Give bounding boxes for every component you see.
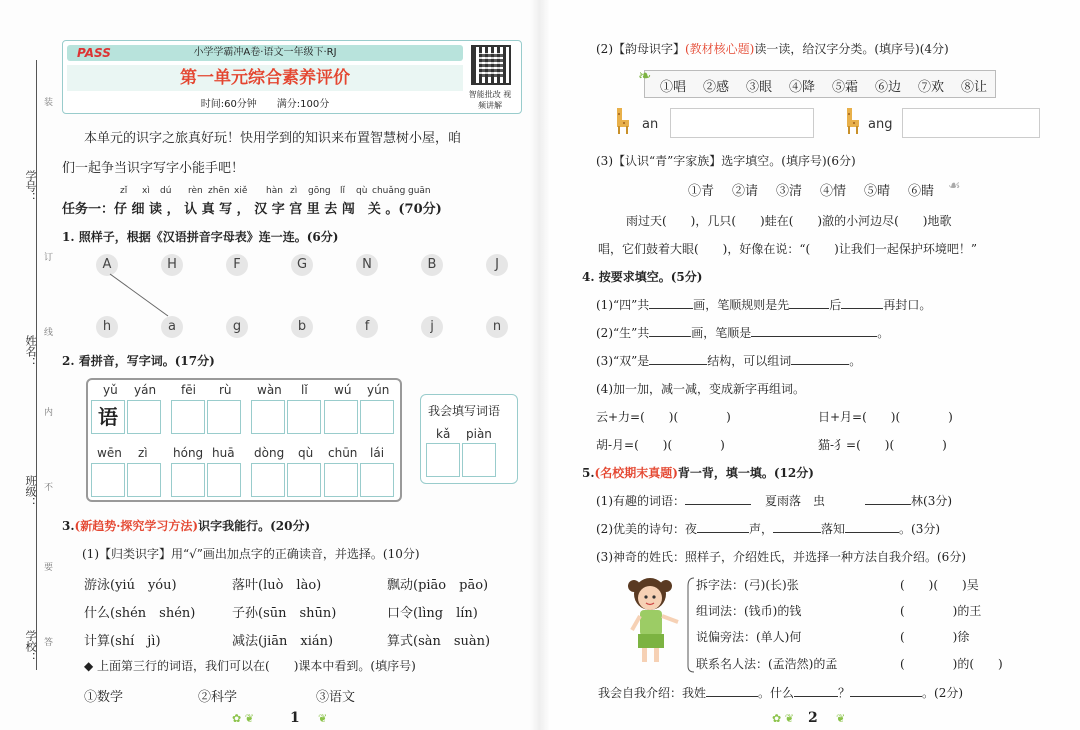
pinyin: wú — [334, 383, 352, 397]
q4-title: 4. 按要求填空。(5分) — [582, 270, 703, 284]
p2q3-title: (3)【认识“青”字家族】选字填空。(填序号)(6分) — [596, 154, 856, 168]
q3-note: ◆ 上面第三行的词语，我们可以在( )课本中看到。(填序号) — [84, 659, 416, 673]
answer-blank[interactable] — [751, 325, 877, 337]
leaf-icon: ❧ — [638, 66, 652, 85]
binding-tick: 装 — [44, 98, 54, 108]
giraffe-icon — [844, 106, 862, 134]
q4-eq-3 — [596, 436, 725, 453]
char-option[interactable]: ⑤霜 — [832, 80, 859, 95]
q4-line-2 — [596, 324, 889, 341]
pinyin: fēi — [181, 383, 196, 397]
q3-title-text: 识字我能行。(20分) — [198, 519, 311, 533]
q4-text: 再封口。 — [883, 298, 932, 312]
q5-tag: (名校期末真题) — [594, 466, 678, 480]
page-2 — [540, 0, 1080, 730]
writing-cell[interactable] — [171, 400, 205, 434]
q2-title: 2. 看拼音，写字词。(17分) — [62, 354, 215, 368]
eq-text: ) — [672, 438, 725, 452]
pinyin: lǐ — [340, 186, 346, 196]
pinyin: yǔ — [103, 383, 118, 397]
writing-cell[interactable] — [462, 443, 496, 477]
q3-tag: (新趋势·探究学习方法) — [74, 519, 199, 533]
page-number: 2 — [808, 710, 818, 726]
word-option[interactable]: 什么(shén shén) — [84, 606, 196, 621]
qr-caption: 智能批改 视频讲解 — [468, 90, 512, 110]
q4-eq-2 — [818, 408, 953, 425]
id-label: 学号： — [24, 170, 37, 203]
pinyin: kǎ — [436, 427, 451, 441]
q5-title — [582, 464, 814, 481]
q3-number: 3. — [62, 519, 75, 533]
letter-bubble[interactable]: B — [421, 254, 443, 276]
method-answer[interactable]: ( )的王 — [900, 604, 982, 618]
q4-text: 。 — [849, 354, 862, 368]
brand-logo: PASS — [77, 46, 111, 60]
pinyin: zì — [138, 446, 148, 460]
eq-text: )( — [866, 410, 901, 424]
answer-blank[interactable] — [649, 325, 691, 337]
letter-bubble[interactable]: f — [356, 316, 378, 338]
writing-cell[interactable] — [251, 400, 285, 434]
char-option[interactable]: ②请 — [732, 184, 759, 199]
pinyin: zì — [290, 186, 298, 196]
writing-cell[interactable] — [207, 463, 241, 497]
task1-title — [62, 198, 442, 217]
intro-text: 。什么 — [758, 686, 795, 700]
choice-option[interactable]: ②科学 — [198, 690, 238, 705]
q2-side-title: 我会填写词语 — [428, 404, 501, 418]
giraffe-icon — [614, 106, 632, 134]
pinyin: zhēn — [208, 186, 230, 196]
letter-bubble[interactable]: h — [96, 316, 118, 338]
word-option[interactable]: 算式(sàn suàn) — [387, 634, 491, 649]
p2q2-post: 读一读，给汉字分类。(填序号)(4分) — [754, 42, 949, 56]
writing-cell[interactable] — [426, 443, 460, 477]
binding-tick: 订 — [44, 253, 54, 263]
writing-cell[interactable] — [171, 463, 205, 497]
writing-cell[interactable] — [360, 400, 394, 434]
char-option[interactable]: ⑦欢 — [918, 80, 945, 95]
q4-text: 画，笔顺规则是先 — [693, 298, 790, 312]
char-option[interactable]: ⑧让 — [961, 80, 988, 95]
answer-blank[interactable] — [706, 685, 758, 697]
pinyin: hóng — [173, 446, 204, 460]
answer-blank[interactable] — [845, 521, 899, 533]
writing-cell[interactable] — [127, 463, 161, 497]
q3-sub1: (1)【归类识字】用“√”画出加点字的正确读音，并选择。(10分) — [82, 547, 420, 561]
char-option[interactable]: ⑥睛 — [908, 184, 935, 199]
method-example: 说偏旁法：(单人)何 — [696, 630, 802, 644]
pinyin: xì — [142, 186, 150, 196]
eq-text: 猫-犭=( — [818, 438, 861, 452]
pinyin: rèn — [188, 186, 203, 196]
writing-cell[interactable] — [324, 463, 358, 497]
q4-text: 画，笔顺是 — [691, 326, 752, 340]
writing-cell[interactable] — [251, 463, 285, 497]
pinyin: huā — [212, 446, 235, 460]
q5-title-text: 背一背，填一填。(12分) — [677, 466, 814, 480]
q5-text: 。(3分) — [899, 522, 941, 536]
answer-blank[interactable] — [685, 493, 751, 505]
intro-text: 我会自我介绍：我姓 — [598, 686, 707, 700]
letter-bubble[interactable]: g — [226, 316, 248, 338]
q5-text: (1)有趣的词语： — [596, 494, 685, 508]
writing-cell[interactable] — [207, 400, 241, 434]
letter-bubble[interactable]: N — [356, 254, 378, 276]
ribbon-icon: ☙ — [948, 178, 961, 194]
pinyin: yán — [134, 383, 157, 397]
method-example: 联系名人法：(孟浩然)的孟 — [696, 657, 838, 671]
char-option[interactable]: ⑥边 — [875, 80, 902, 95]
task1-score: (70分) — [398, 202, 442, 217]
char-option[interactable]: ①唱 — [660, 80, 687, 95]
pinyin: wēn — [97, 446, 122, 460]
q4-line-1 — [596, 296, 931, 313]
task1-text: 任务一：仔 细 读 ， 认 真 写 ， 汉 字 宫 里 去 闯 关 。 — [62, 202, 399, 217]
word-option[interactable]: 计算(shí jì) — [84, 634, 161, 649]
pinyin: chūn — [328, 446, 358, 460]
answer-blank[interactable] — [850, 685, 922, 697]
answer-blank[interactable] — [865, 493, 911, 505]
p2q2-title — [596, 40, 949, 57]
binding-tick: 线 — [44, 328, 54, 338]
q4-line-3 — [596, 352, 861, 369]
pinyin: qù — [298, 446, 314, 460]
letter-bubble[interactable]: F — [226, 254, 248, 276]
q5-text: (2)优美的诗句：夜 — [596, 522, 697, 536]
writing-cell[interactable] — [287, 463, 321, 497]
eq-text: 日+月=( — [818, 410, 867, 424]
answer-blank[interactable] — [697, 521, 749, 533]
q4-eq-4 — [818, 436, 947, 453]
p2q3-para-1: 雨过天( )，几只( )蛙在( )澈的小河边尽( )地歌 — [626, 214, 952, 228]
pinyin: rù — [219, 383, 232, 397]
page-fold — [530, 0, 550, 730]
char-option[interactable]: ②感 — [703, 80, 730, 95]
letter-bubble[interactable]: A — [96, 254, 118, 276]
intro-text: 。(2分) — [922, 686, 964, 700]
time-score: 时间:60分钟 满分:100分 — [200, 99, 330, 110]
q5-text: 林(3分) — [911, 494, 953, 508]
ang-answer-box[interactable] — [902, 108, 1040, 138]
method-example: 组词法：(钱币)的钱 — [696, 604, 802, 618]
rhyme-label-ang: ang — [868, 117, 893, 132]
pinyin: guān — [408, 186, 431, 196]
eq-text: )( — [638, 438, 673, 452]
q1-title: 1. 照样子，根据《汉语拼音字母表》连一连。(6分) — [62, 230, 339, 244]
p2q2-pre: (2)【韵母识字】 — [596, 42, 685, 56]
binding-tick: 要 — [44, 563, 54, 573]
answer-blank[interactable] — [789, 297, 829, 309]
answer-blank[interactable] — [791, 353, 849, 365]
q5-line-1 — [596, 492, 952, 509]
intro-line-2: 们一起争当识字写字小能手吧！ — [62, 161, 245, 176]
word-option[interactable]: 减法(jiān xián) — [232, 634, 334, 649]
intro-line-1: 本单元的识字之旅真好玩！快用学到的知识来布置智慧树小屋，咱 — [84, 131, 462, 146]
intro-text: ？ — [838, 686, 851, 700]
q4-text: (2)“生”共 — [596, 326, 650, 340]
sprout-icon: ✿ ❦ — [772, 712, 794, 725]
writing-cell[interactable] — [360, 463, 394, 497]
q5-text: 落知 — [821, 522, 846, 536]
pinyin: wàn — [257, 383, 282, 397]
eq-text: 胡-月=( — [596, 438, 639, 452]
sprout-icon: ✿ ❦ — [232, 712, 254, 725]
pinyin: qù — [356, 186, 368, 196]
eq-text: ) — [678, 410, 731, 424]
word-option[interactable]: 游泳(yiú yóu) — [84, 578, 177, 593]
method-answer[interactable]: ( )的( ) — [900, 657, 1003, 671]
pinyin: xiě — [234, 186, 248, 196]
brace-line — [686, 576, 696, 674]
letter-bubble[interactable]: H — [161, 254, 183, 276]
q3-title — [62, 517, 310, 534]
pinyin: hàn — [266, 186, 283, 196]
method-answer[interactable]: ( )( )吴 — [900, 578, 979, 592]
word-option[interactable]: 口令(lìng lín) — [387, 606, 478, 621]
qr-code-icon[interactable] — [471, 45, 511, 85]
q4-text: 后 — [829, 298, 842, 312]
q4-eq-1 — [596, 408, 731, 425]
q4-line-4: (4)加一加，减一减，变成新字再组词。 — [596, 382, 805, 396]
char-option[interactable]: ③眼 — [746, 80, 773, 95]
self-intro-line — [598, 684, 963, 701]
letter-bubble[interactable]: b — [291, 316, 313, 338]
pinyin: dú — [160, 186, 172, 196]
eq-text: )( — [860, 438, 895, 452]
choice-option[interactable]: ①数学 — [84, 690, 124, 705]
word-option[interactable]: 飘动(piāo pāo) — [387, 578, 489, 593]
letter-bubble[interactable]: J — [486, 254, 508, 276]
school-label: 学校： — [24, 630, 37, 663]
pinyin: zǐ — [120, 186, 128, 196]
q4-text: (3)“双”是 — [596, 354, 650, 368]
pinyin: piàn — [466, 427, 492, 441]
eq-text: 云+力=( — [596, 410, 645, 424]
char-option[interactable]: ③清 — [776, 184, 803, 199]
eq-text: )( — [644, 410, 679, 424]
q5-line-3: (3)神奇的姓氏：照样子，介绍姓氏，并选择一种方法自我介绍。(6分) — [596, 550, 966, 564]
class-label: 班级： — [24, 475, 37, 508]
q4-text: 结构，可以组词 — [707, 354, 792, 368]
writing-cell[interactable] — [127, 400, 161, 434]
pinyin: lǐ — [301, 383, 308, 397]
binding-tick: 内 — [44, 408, 54, 418]
char-option[interactable]: ①青 — [688, 184, 715, 199]
paper-title: 第一单元综合素养评价 — [67, 65, 463, 91]
char-option[interactable]: ④情 — [820, 184, 847, 199]
letter-bubble[interactable]: n — [486, 316, 508, 338]
q4-text: (1)“四”共 — [596, 298, 650, 312]
pinyin: lái — [370, 446, 385, 460]
answer-blank[interactable] — [794, 685, 838, 697]
answer-blank[interactable] — [649, 297, 693, 309]
letter-bubble[interactable]: G — [291, 254, 313, 276]
word-option[interactable]: 子孙(sūn shūn) — [232, 606, 337, 621]
series-band: 小学学霸冲A卷·语文一年级下·RJ — [67, 45, 463, 61]
writing-cell-example: 语 — [91, 400, 125, 434]
sprout-icon: ❦ — [836, 712, 846, 725]
q4-text: 。 — [877, 326, 890, 340]
name-label: 姓名： — [24, 335, 37, 368]
p2q3-para-2: 唱，它们鼓着大眼( )，好像在说：“( )让我们一起保护环境吧！” — [598, 242, 977, 256]
q5-line-2 — [596, 520, 940, 537]
pinyin: chuǎng — [372, 186, 406, 196]
writing-cell[interactable] — [91, 463, 125, 497]
choice-option[interactable]: ③语文 — [316, 690, 356, 705]
word-option[interactable]: 落叶(luò lào) — [232, 578, 322, 593]
pinyin: gōng — [308, 186, 331, 196]
pinyin: yún — [367, 383, 390, 397]
answer-blank[interactable] — [649, 353, 707, 365]
paper-header — [62, 40, 522, 114]
letter-bubble[interactable]: a — [161, 316, 183, 338]
sprout-icon: ❦ — [318, 712, 328, 725]
char-option[interactable]: ④降 — [789, 80, 816, 95]
method-example: 拆字法：(弓)(长)张 — [696, 578, 799, 592]
answer-blank[interactable] — [841, 297, 883, 309]
writing-cell[interactable] — [287, 400, 321, 434]
binding-tick: 不 — [44, 483, 54, 493]
eq-text: ) — [900, 410, 953, 424]
pinyin: dòng — [254, 446, 285, 460]
letter-bubble[interactable]: j — [421, 316, 443, 338]
binding-tick: 答 — [44, 638, 54, 648]
rhyme-label-an: an — [642, 117, 659, 132]
page-number: 1 — [290, 710, 300, 726]
q5-text: 夏雨落 虫 — [765, 494, 826, 508]
eq-text: ) — [894, 438, 947, 452]
char-option[interactable]: ⑤晴 — [864, 184, 891, 199]
an-answer-box[interactable] — [670, 108, 814, 138]
q5-text: 声， — [749, 522, 774, 536]
girl-illustration — [616, 572, 688, 668]
answer-blank[interactable] — [773, 521, 821, 533]
q5-number: 5. — [582, 466, 595, 480]
writing-cell[interactable] — [324, 400, 358, 434]
method-answer[interactable]: ( )徐 — [900, 630, 970, 644]
p2q2-tag: (教材核心题) — [685, 42, 755, 56]
